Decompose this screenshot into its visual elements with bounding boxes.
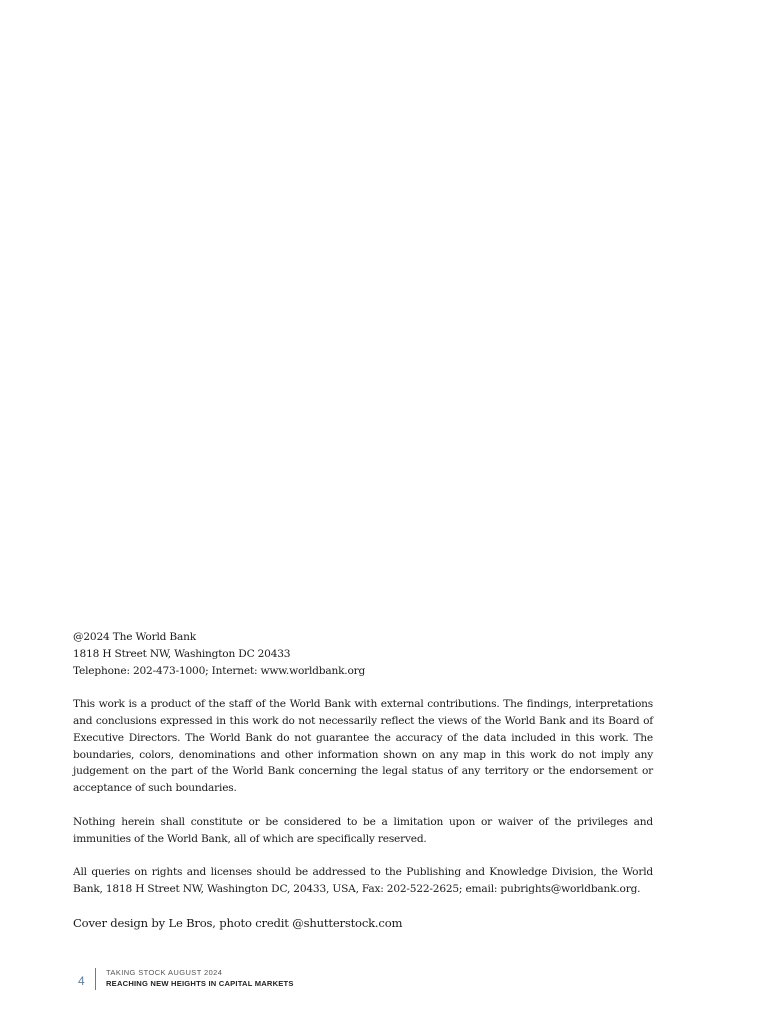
contact-line: Telephone: 202-473-1000; Internet: www.worldbank.org — [73, 664, 366, 677]
page-footer — [0, 966, 761, 996]
copyright-address-block — [73, 629, 653, 679]
disclaimer-paragraph: This work is a product of the staff of the World Bank with external contributions. The findings, interpretations and conclusions expressed in this work do not necessarily reflect the views of the World Bank and its Board of Executive Directors. The World Bank do not guarantee the accuracy of the data included in this work. The boundaries, colors, denominations and other information shown on any map in this work do not imply any judgement on the part of the World Bank concerning the legal status of any territory or the endorsement or acceptance of such boundaries. — [73, 698, 653, 795]
immunities-paragraph: Nothing herein shall constitute or be considered to be a limitation upon or waiver of the privileges and immunities of the World Bank, all of which are specifically reserved. — [73, 815, 653, 845]
footer-series-title: TAKING STOCK AUGUST 2024 — [106, 968, 223, 977]
footer-divider — [95, 968, 96, 990]
cover-credit: Cover design by Le Bros, photo credit @shutterstock.com — [73, 915, 403, 930]
footer-report-title: REACHING NEW HEIGHTS IN CAPITAL MARKETS — [106, 979, 294, 988]
rights-paragraph: All queries on rights and licenses should be addressed to the Publishing and Knowledge Division, the World Bank, 1818 H Street NW, Washington DC, 20433, USA, Fax: 202-522-2625; email: pubrights@worldbank.org. — [73, 866, 653, 895]
copyright-line: @2024 The World Bank — [73, 631, 196, 643]
address-line: 1818 H Street NW, Washington DC 20433 — [73, 647, 291, 660]
page-number: 4 — [78, 974, 85, 988]
copyright-page-content — [73, 629, 653, 931]
